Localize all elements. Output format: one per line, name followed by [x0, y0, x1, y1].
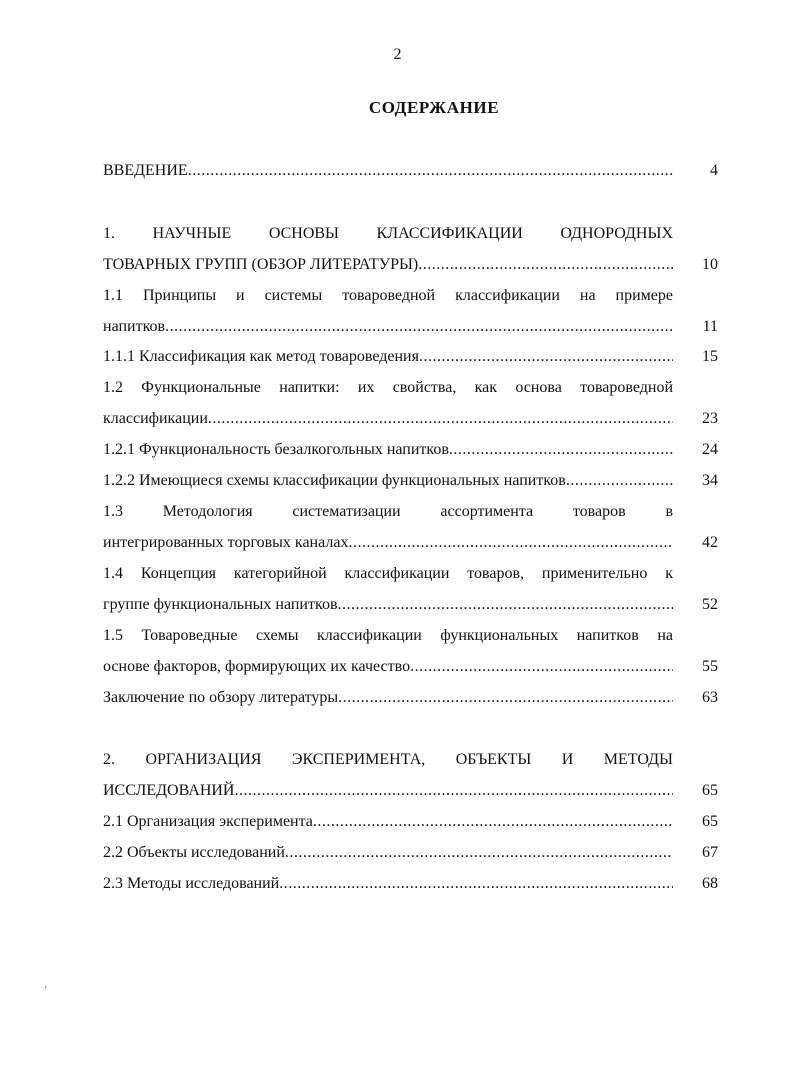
toc-leader-dots [410, 651, 673, 682]
toc-leader-dots [348, 527, 673, 558]
toc-entry-title: напитков [103, 318, 166, 335]
page-title: СОДЕРЖАНИЕ [368, 98, 500, 117]
toc-entry [103, 465, 718, 496]
toc-entry-line: 1.4 Концепция категорийной классификации товаров, применительно к [103, 565, 673, 582]
toc-leader-dots [279, 868, 673, 899]
page-number: 2 [393, 46, 402, 63]
toc-entry-line: 2. ОРГАНИЗАЦИЯ ЭКСПЕРИМЕНТА, ОБЪЕКТЫ И МЕТОДЫ [103, 751, 673, 768]
toc-leader-dots [338, 589, 674, 620]
toc-entry-line: 1. НАУЧНЫЕ ОСНОВЫ КЛАССИФИКАЦИИ ОДНОРОДНЫХ [103, 225, 673, 242]
toc-page-number: 65 [702, 813, 718, 830]
toc-page-number: 23 [702, 410, 718, 427]
toc-page-number: 63 [702, 689, 718, 706]
toc-entry-line: 1.3 Методология систематизации ассортимента товаров в [103, 503, 673, 520]
toc-page-number: 68 [702, 875, 718, 892]
toc-leader-dots [566, 465, 673, 496]
toc-entry [103, 341, 718, 372]
toc-page-number: 55 [702, 658, 718, 675]
toc-entry-title: ИССЛЕДОВАНИЙ [103, 782, 235, 799]
toc-leader-dots [418, 249, 673, 280]
toc-entry [103, 620, 718, 682]
toc-page-number: 11 [702, 318, 718, 335]
toc-page-number: 67 [702, 844, 718, 861]
toc-entry-title: интегрированных торговых каналах [103, 534, 349, 551]
toc-entry [103, 744, 718, 806]
toc-entry-line: 1.1 Принципы и системы товароведной классификации на примере [103, 287, 673, 304]
toc-page-number: 34 [702, 472, 718, 489]
toc-entry [103, 372, 718, 434]
toc-entry-line: 1.2 Функциональные напитки: их свойства, как основа товароведной [103, 379, 673, 396]
toc-page-number: 42 [702, 534, 718, 551]
toc-entry-title: 2.3 Методы исследований [103, 875, 280, 892]
toc-page-number: 4 [710, 162, 718, 179]
scan-mark: ’ [44, 985, 48, 996]
toc-entry [103, 868, 718, 899]
toc-entry [103, 837, 718, 868]
toc-entry-title: основе факторов, формирующих их качество [103, 658, 411, 675]
toc-page-number: 65 [702, 782, 718, 799]
toc-entry [103, 682, 718, 713]
toc-leader-dots [285, 837, 673, 868]
toc-leader-dots [165, 311, 673, 342]
toc-entry [103, 155, 718, 186]
toc-entry [103, 496, 718, 558]
toc-page-number: 10 [702, 256, 718, 273]
toc-entry [103, 434, 718, 465]
toc-entry-title: 1.2.2 Имеющиеся схемы классификации функциональных напитков [103, 472, 566, 489]
toc-page-number: 24 [702, 441, 718, 458]
toc-page-number: 15 [702, 348, 718, 365]
toc-entry [103, 218, 718, 280]
toc-leader-dots [208, 403, 673, 434]
toc-entry-title: 1.2.1 Функциональность безалкогольных напитков [103, 441, 449, 458]
toc-entry-line: 1.5 Товароведные схемы классификации функциональных напитков на [103, 627, 673, 644]
toc-entry-title: ТОВАРНЫХ ГРУПП (ОБЗОР ЛИТЕРАТУРЫ) [103, 256, 419, 273]
toc-entry-title: классификации [103, 410, 208, 427]
toc-entry-title: ВВЕДЕНИЕ [103, 162, 188, 179]
toc-leader-dots [419, 341, 673, 372]
toc-entry [103, 558, 718, 620]
toc-leader-dots [234, 775, 673, 806]
toc-leader-dots [188, 155, 673, 186]
toc-entry-title: 2.1 Организация эксперимента [103, 813, 313, 830]
toc-entry-title: Заключение по обзору литературы [103, 689, 339, 706]
toc-leader-dots [449, 434, 673, 465]
toc-entry [103, 806, 718, 837]
toc-page-number: 52 [702, 596, 718, 613]
toc-entry [103, 280, 718, 342]
toc-leader-dots [338, 682, 673, 713]
toc-entry-title: 2.2 Объекты исследований [103, 844, 285, 861]
toc-entry-title: 1.1.1 Классификация как метод товароведения [103, 348, 419, 365]
toc-entry-title: группе функциональных напитков [103, 596, 338, 613]
toc-leader-dots [313, 806, 673, 837]
